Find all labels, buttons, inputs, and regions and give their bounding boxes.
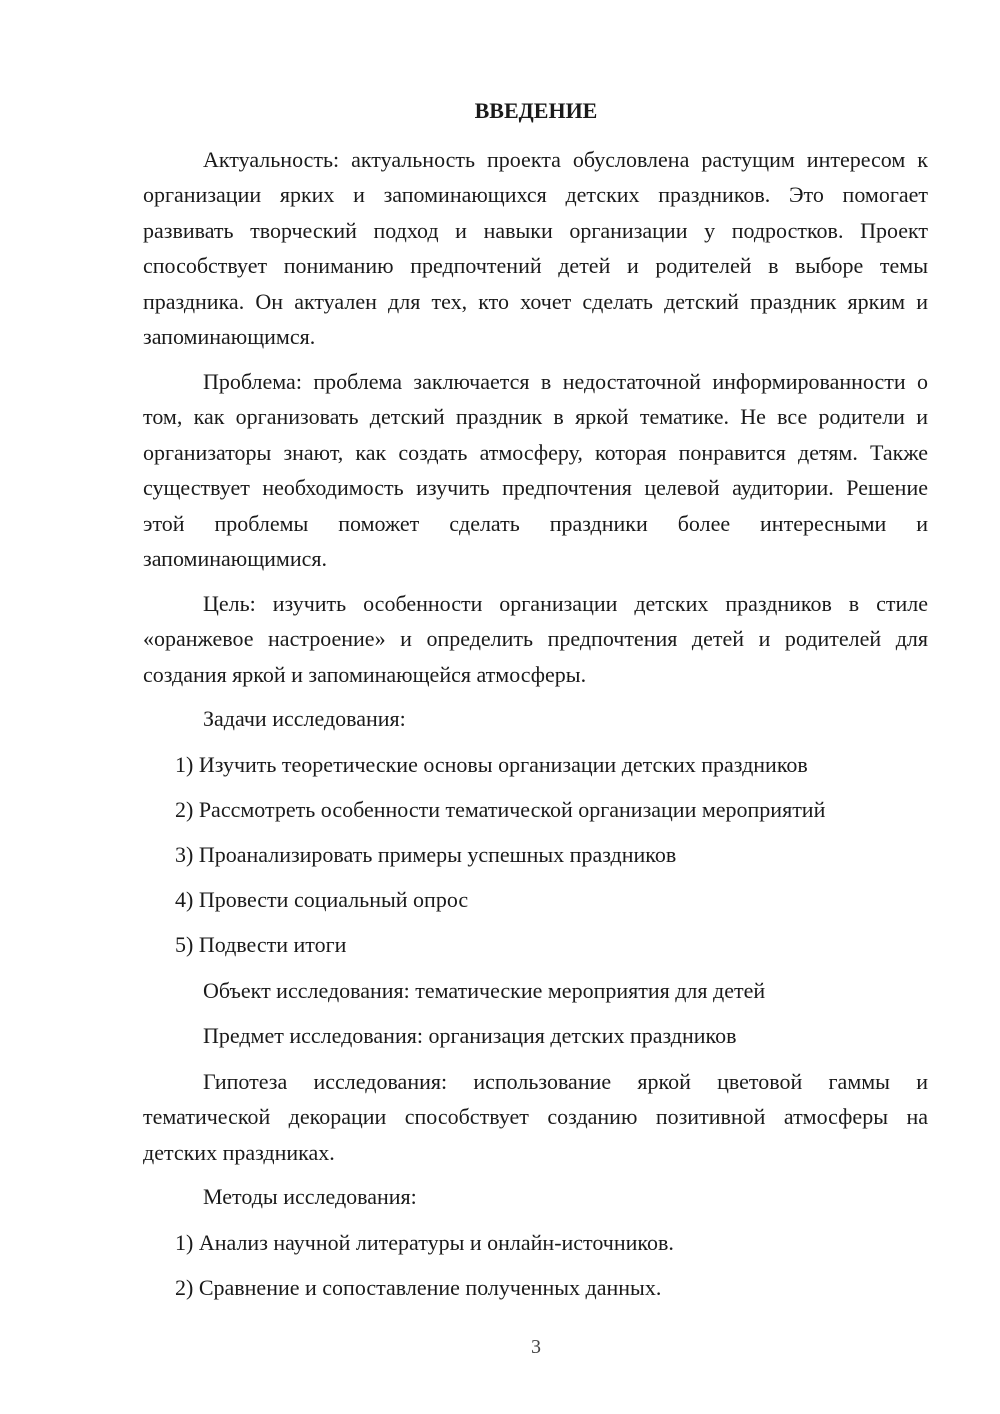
task-item: 3) Проанализировать примеры успешных праздников: [175, 842, 677, 867]
goal-paragraph: Цель: изучить особенности организации детских праздников в стиле «оранжевое настроение» и определить предпочтения детей и родителей для создания яркой и запоминающейся атмосферы.: [143, 591, 928, 687]
methods-title: Методы исследования:: [203, 1184, 417, 1209]
task-item: 5) Подвести итоги: [175, 932, 347, 957]
hypothesis-paragraph: Гипотеза исследования: использование яркой цветовой гаммы и тематической декорации способствует созданию позитивной атмосферы на детских праздниках.: [143, 1069, 928, 1165]
tasks-title: Задачи исследования:: [203, 706, 406, 731]
relevance-paragraph: Актуальность: актуальность проекта обусловлена растущим интересом к организации ярких и запоминающихся детских праздников. Это помогает развивать творческий подход и навыки организации у подростков. Проект способствует пониманию предпочтений детей и родителей в выборе темы праздника. Он актуален для тех, кто хочет сделать детский праздник ярким и запоминающимся.: [143, 147, 928, 350]
research-object: Объект исследования: тематические мероприятия для детей: [203, 978, 766, 1003]
problem-paragraph: Проблема: проблема заключается в недостаточной информированности о том, как организовать детский праздник в яркой тематике. Не все родители и организаторы знают, как создать атмосферу, которая понравится детям. Также существует необходимость изучить предпочтения целевой аудитории. Решение этой проблемы поможет сделать праздники более интересными и запоминающимися.: [143, 369, 928, 572]
section-heading: ВВЕДЕНИЕ: [474, 98, 598, 123]
task-item: 4) Провести социальный опрос: [175, 887, 469, 912]
method-item: 2) Сравнение и сопоставление полученных данных.: [175, 1275, 662, 1300]
task-item: 1) Изучить теоретические основы организации детских праздников: [175, 752, 808, 777]
research-subject: Предмет исследования: организация детских праздников: [203, 1023, 737, 1048]
page-number: 3: [531, 1336, 541, 1358]
method-item: 1) Анализ научной литературы и онлайн-источников.: [175, 1230, 674, 1255]
task-item: 2) Рассмотреть особенности тематической организации мероприятий: [175, 797, 826, 822]
